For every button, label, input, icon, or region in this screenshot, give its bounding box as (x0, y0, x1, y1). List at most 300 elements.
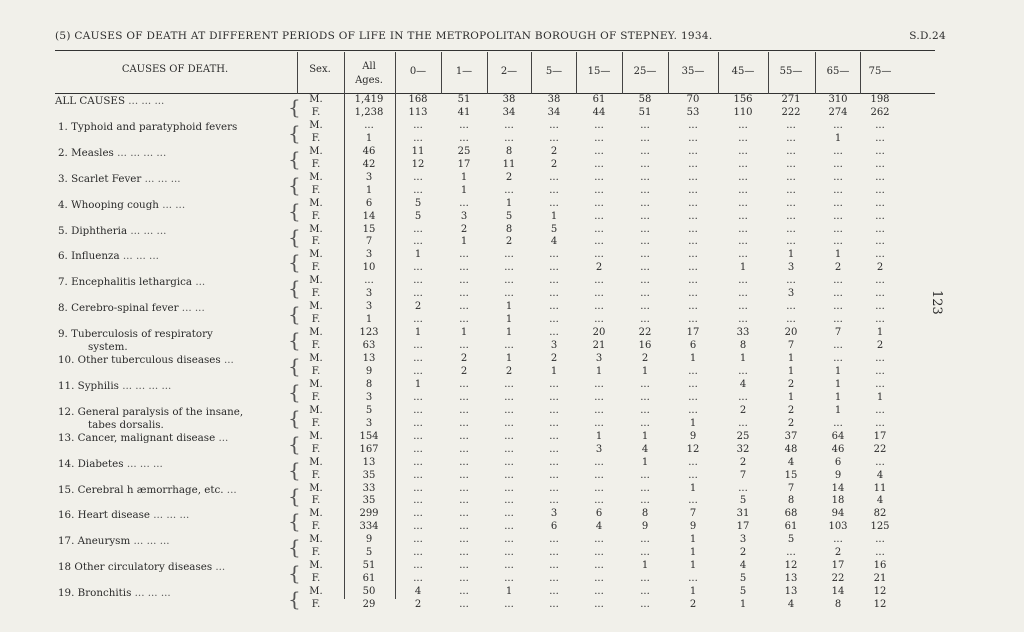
age-cell: ... (594, 171, 604, 183)
age-cell: 6 (689, 340, 697, 352)
age-cell: ... (594, 301, 604, 313)
age-cell: 4 (641, 443, 649, 455)
age-cell: 1 (505, 327, 513, 339)
age-cell: ... (459, 314, 469, 326)
age-cell: ... (504, 599, 514, 611)
age-cell: 2 (787, 404, 795, 416)
age-cell: ... (640, 417, 650, 429)
age-cell: 32 (736, 443, 750, 455)
age-cell: 8 (739, 340, 747, 352)
age-cell: ... (594, 495, 604, 507)
age-cell: 1 (689, 353, 697, 364)
age-cell: 64 (831, 430, 845, 442)
age-cell: 17 (831, 560, 845, 572)
age-cell: ... (549, 404, 559, 416)
age-cell: 1 (739, 599, 747, 611)
age-cell: 2 (414, 599, 422, 611)
table-row (0, 211, 1024, 223)
age-cell: ... (413, 417, 423, 429)
table-row (0, 275, 1024, 287)
table-row (0, 379, 1024, 391)
age-cell: ... (594, 378, 604, 390)
all-ages-cell: 334 (359, 521, 379, 533)
cause-text: 18 Other circulatory diseases (58, 561, 213, 574)
brace-icon: { (288, 431, 301, 456)
age-cell: ... (413, 404, 423, 416)
age-cell: ... (549, 132, 559, 144)
age-cell: ... (833, 171, 843, 183)
age-cell: 1 (739, 353, 747, 364)
table-row (0, 495, 1024, 507)
age-cell: ... (504, 119, 514, 131)
age-cell: ... (459, 521, 469, 533)
age-cell: 1 (787, 249, 795, 261)
all-ages-cell: 15 (362, 223, 376, 235)
age-cell: ... (504, 560, 514, 572)
col-header-sex: Sex. (309, 64, 331, 75)
age-cell: 12 (686, 443, 700, 455)
age-cell: 1 (641, 560, 649, 572)
cause-text: 3. Scarlet Fever (58, 172, 142, 185)
age-cell: 22 (831, 573, 845, 585)
age-cell: ... (594, 145, 604, 157)
age-cell: ... (459, 508, 469, 520)
age-cell: 22 (638, 327, 652, 339)
all-ages-cell: 3 (365, 301, 373, 313)
age-cell: 5 (739, 573, 747, 585)
age-cell: 2 (414, 301, 422, 313)
age-cell: ... (504, 508, 514, 520)
age-cell: ... (594, 132, 604, 144)
age-cell: ... (459, 378, 469, 390)
sex-cell: F. (311, 573, 321, 585)
age-cell: ... (786, 547, 796, 559)
all-ages-cell: 51 (362, 560, 376, 572)
age-cell: ... (459, 417, 469, 429)
table-row (0, 301, 1024, 313)
age-cell: 222 (781, 106, 801, 118)
age-cell: ... (640, 586, 650, 598)
sex-cell: F. (311, 365, 321, 377)
age-cell: 38 (547, 94, 561, 105)
age-cell: ... (459, 301, 469, 313)
table-row (0, 444, 1024, 456)
age-cell: ... (786, 145, 796, 157)
all-ages-cell: 5 (365, 547, 373, 559)
age-cell: 2 (550, 158, 558, 170)
brace-icon: { (288, 483, 301, 508)
all-ages-cell: 8 (365, 378, 373, 390)
all-ages-cell: 29 (362, 599, 376, 611)
document-code: S.D.24 (909, 30, 946, 42)
brace-icon: { (288, 95, 301, 119)
age-cell: ... (459, 404, 469, 416)
age-cell: ... (640, 599, 650, 611)
col-header-age: 55— (779, 66, 803, 77)
age-cell: ... (413, 119, 423, 131)
col-header-age: 2— (500, 66, 518, 77)
brace-icon: { (288, 250, 301, 275)
age-cell: ... (688, 573, 698, 585)
col-header-age: 15— (587, 66, 611, 77)
age-cell: 2 (460, 365, 468, 377)
age-cell: 22 (873, 443, 887, 455)
age-cell: ... (688, 132, 698, 144)
age-cell: ... (640, 275, 650, 287)
age-cell: 1 (505, 586, 513, 598)
table-row (0, 405, 1024, 417)
age-cell: 1 (876, 391, 884, 403)
age-cell: 12 (411, 158, 425, 170)
age-cell: ... (504, 534, 514, 546)
age-cell: ... (833, 197, 843, 209)
age-cell: 82 (873, 508, 887, 520)
all-ages-cell: 10 (362, 262, 376, 274)
age-cell: ... (594, 404, 604, 416)
age-cell: ... (875, 404, 885, 416)
age-cell: 1 (505, 197, 513, 209)
age-cell: 44 (592, 106, 606, 118)
sex-cell: F. (311, 132, 321, 144)
age-cell: ... (549, 119, 559, 131)
age-cell: ... (459, 340, 469, 352)
age-cell: ... (640, 210, 650, 222)
age-cell: ... (786, 301, 796, 313)
brace-icon: { (288, 561, 301, 586)
age-cell: ... (413, 314, 423, 326)
table-row (0, 159, 1024, 171)
col-header-all-line2: Ages. (355, 75, 383, 86)
table-row (0, 133, 1024, 145)
age-cell: 7 (689, 508, 697, 520)
age-cell: ... (640, 495, 650, 507)
col-header-all-line1: All (362, 61, 376, 72)
leader-dots: ... (223, 483, 237, 496)
age-cell: 21 (592, 340, 606, 352)
age-cell: 46 (831, 443, 845, 455)
age-cell: 7 (739, 469, 747, 481)
column-rule (768, 52, 769, 94)
age-cell: 1 (550, 365, 558, 377)
age-cell: 5 (787, 534, 795, 546)
sex-cell: M. (309, 275, 323, 287)
age-cell: ... (875, 158, 885, 170)
age-cell: 94 (831, 508, 845, 520)
age-cell: ... (688, 391, 698, 403)
table-row (0, 547, 1024, 559)
age-cell: 4 (550, 236, 558, 248)
col-header-cause: CAUSES OF DEATH. (121, 64, 229, 75)
age-cell: 1 (834, 365, 842, 377)
age-cell: ... (413, 353, 423, 364)
age-cell: 16 (873, 560, 887, 572)
sex-cell: F. (311, 340, 321, 352)
age-cell: 6 (834, 456, 842, 468)
age-cell: ... (459, 443, 469, 455)
brace-icon: { (288, 457, 301, 482)
age-cell: 1 (739, 262, 747, 274)
age-cell: ... (688, 404, 698, 416)
all-ages-cell: 61 (362, 573, 376, 585)
age-cell: ... (640, 573, 650, 585)
age-cell: 17 (873, 430, 887, 442)
age-cell: ... (738, 391, 748, 403)
age-cell: 1 (414, 378, 422, 390)
age-cell: ... (459, 586, 469, 598)
age-cell: ... (413, 560, 423, 572)
table-row (0, 534, 1024, 546)
age-cell: ... (413, 430, 423, 442)
age-cell: 14 (831, 482, 845, 494)
age-cell: ... (786, 184, 796, 196)
age-cell: 20 (784, 327, 798, 339)
age-cell: ... (413, 171, 423, 183)
age-cell: ... (786, 197, 796, 209)
age-cell: 3 (595, 353, 603, 364)
sex-cell: M. (309, 145, 323, 157)
brace-icon: { (288, 587, 301, 612)
table-row (0, 172, 1024, 184)
age-cell: ... (504, 404, 514, 416)
age-cell: 1 (505, 301, 513, 313)
age-cell: ... (875, 314, 885, 326)
age-cell: 48 (784, 443, 798, 455)
title-text: (5) CAUSES OF DEATH AT DIFFERENT PERIODS OF LIFE IN THE METROPOLITAN BOROUGH OF STEPNEY. 1934. (55, 30, 713, 42)
age-cell: 58 (638, 94, 652, 105)
age-cell: 1 (689, 482, 697, 494)
age-cell: ... (738, 365, 748, 377)
age-cell: ... (786, 210, 796, 222)
all-ages-cell: 154 (359, 430, 379, 442)
age-cell: 110 (733, 106, 753, 118)
age-cell: ... (549, 586, 559, 598)
age-cell: 3 (550, 340, 558, 352)
age-cell: 18 (831, 495, 845, 507)
age-cell: 271 (781, 94, 801, 105)
age-cell: 2 (595, 262, 603, 274)
sex-cell: F. (311, 106, 321, 118)
age-cell: ... (738, 288, 748, 300)
all-ages-cell: 7 (365, 236, 373, 248)
age-cell: ... (875, 301, 885, 313)
age-cell: 2 (550, 353, 558, 364)
age-cell: ... (594, 249, 604, 261)
age-cell: ... (549, 314, 559, 326)
age-cell: ... (786, 171, 796, 183)
age-cell: ... (738, 301, 748, 313)
age-cell: 1 (505, 314, 513, 326)
age-cell: ... (549, 275, 559, 287)
sex-cell: M. (309, 378, 323, 390)
age-cell: ... (459, 573, 469, 585)
age-cell: ... (459, 456, 469, 468)
age-cell: ... (738, 482, 748, 494)
age-cell: ... (875, 275, 885, 287)
age-cell: 1 (414, 249, 422, 261)
age-cell: 156 (733, 94, 753, 105)
age-cell: ... (504, 391, 514, 403)
column-rule (344, 52, 345, 94)
age-cell: 31 (736, 508, 750, 520)
age-cell: 4 (739, 378, 747, 390)
age-cell: ... (459, 391, 469, 403)
age-cell: ... (738, 171, 748, 183)
leader-dots: ... (220, 354, 234, 366)
table-row (0, 586, 1024, 598)
age-cell: ... (738, 417, 748, 429)
cause-subline: system. (88, 341, 128, 354)
leader-dots: ... ... ... (149, 509, 190, 522)
age-cell: 310 (828, 94, 848, 105)
age-cell: ... (738, 132, 748, 144)
age-cell: ... (640, 184, 650, 196)
age-cell: ... (640, 301, 650, 313)
age-cell: ... (504, 417, 514, 429)
all-ages-cell: 50 (362, 586, 376, 598)
all-ages-cell: 167 (359, 443, 379, 455)
age-cell: ... (833, 210, 843, 222)
age-cell: ... (504, 443, 514, 455)
age-cell: ... (549, 171, 559, 183)
cause-text: 9. Tuberculosis of respiratory (58, 328, 213, 341)
age-cell: ... (459, 262, 469, 274)
age-cell: ... (738, 236, 748, 248)
age-cell: ... (413, 275, 423, 287)
column-rule (668, 52, 669, 94)
sex-cell: F. (311, 521, 321, 533)
all-ages-cell: 46 (362, 145, 376, 157)
all-ages-cell: 123 (359, 327, 379, 339)
age-cell: 4 (787, 599, 795, 611)
age-cell: 1 (641, 365, 649, 377)
col-header-age: 0— (409, 66, 427, 77)
age-cell: ... (459, 469, 469, 481)
age-cell: ... (833, 275, 843, 287)
column-rule (815, 52, 816, 94)
age-cell: 2 (641, 353, 649, 364)
age-cell: 7 (787, 482, 795, 494)
age-cell: ... (875, 456, 885, 468)
age-cell: ... (738, 184, 748, 196)
age-cell: ... (549, 443, 559, 455)
age-cell: ... (688, 145, 698, 157)
age-cell: ... (504, 249, 514, 261)
all-ages-cell: 14 (362, 210, 376, 222)
age-cell: ... (549, 430, 559, 442)
age-cell: ... (594, 560, 604, 572)
age-cell: 9 (689, 521, 697, 533)
sex-cell: M. (309, 327, 323, 339)
age-cell: ... (833, 223, 843, 235)
leader-dots: ... ... ... ... (113, 146, 167, 159)
age-cell: ... (688, 288, 698, 300)
age-cell: ... (738, 249, 748, 261)
age-cell: ... (413, 495, 423, 507)
age-cell: ... (875, 223, 885, 235)
age-cell: 5 (414, 197, 422, 209)
age-cell: ... (875, 236, 885, 248)
sex-cell: F. (311, 391, 321, 403)
age-cell: ... (640, 262, 650, 274)
age-cell: ... (875, 171, 885, 183)
age-cell: ... (413, 340, 423, 352)
all-ages-cell: 5 (365, 404, 373, 416)
age-cell: 113 (408, 106, 428, 118)
sex-cell: M. (309, 508, 323, 520)
age-cell: ... (594, 119, 604, 131)
age-cell: 12 (873, 599, 887, 611)
age-cell: 2 (505, 171, 513, 183)
age-cell: 1 (689, 547, 697, 559)
sex-cell: M. (309, 223, 323, 235)
col-header-all-ages (345, 60, 393, 88)
age-cell: ... (504, 262, 514, 274)
age-cell: ... (549, 482, 559, 494)
age-cell: 1 (550, 210, 558, 222)
age-cell: 4 (876, 495, 884, 507)
age-cell: 1 (787, 391, 795, 403)
age-cell: 1 (460, 236, 468, 248)
all-ages-cell: 33 (362, 482, 376, 494)
sex-cell: M. (309, 482, 323, 494)
age-cell: 68 (784, 508, 798, 520)
sex-cell: M. (309, 119, 323, 131)
age-cell: ... (413, 456, 423, 468)
table-row (0, 94, 1024, 106)
age-cell: 41 (457, 106, 471, 118)
age-cell: 1 (414, 327, 422, 339)
age-cell: ... (504, 288, 514, 300)
table-row (0, 431, 1024, 443)
age-cell: ... (594, 184, 604, 196)
leader-dots: ... ... ... ... (118, 379, 172, 392)
age-cell: ... (640, 482, 650, 494)
table-row (0, 249, 1024, 261)
all-ages-cell: 9 (365, 365, 373, 377)
column-rule (531, 52, 532, 94)
age-cell: ... (786, 158, 796, 170)
table-row (0, 508, 1024, 520)
age-cell: ... (549, 249, 559, 261)
age-cell: 25 (736, 430, 750, 442)
age-cell: 11 (502, 158, 516, 170)
table-row (0, 198, 1024, 210)
sex-cell: M. (309, 534, 323, 546)
all-ages-cell: 3 (365, 417, 373, 429)
age-cell: 21 (873, 573, 887, 585)
age-cell: ... (594, 223, 604, 235)
age-cell: 3 (460, 210, 468, 222)
age-cell: ... (875, 197, 885, 209)
age-cell: ... (833, 236, 843, 248)
age-cell: ... (833, 288, 843, 300)
age-cell: ... (688, 223, 698, 235)
all-ages-cell: 1 (365, 132, 373, 144)
age-cell: 1 (689, 534, 697, 546)
age-cell: ... (594, 417, 604, 429)
all-ages-cell: 63 (362, 340, 376, 352)
table-row (0, 224, 1024, 236)
brace-icon: { (288, 302, 301, 327)
age-cell: ... (688, 301, 698, 313)
age-cell: ... (833, 534, 843, 546)
age-cell: ... (549, 184, 559, 196)
leader-dots: ... ... ... (123, 457, 163, 470)
age-cell: 1 (834, 391, 842, 403)
col-header-age: 1— (455, 66, 473, 77)
age-cell: ... (459, 495, 469, 507)
sex-cell: M. (309, 353, 323, 364)
